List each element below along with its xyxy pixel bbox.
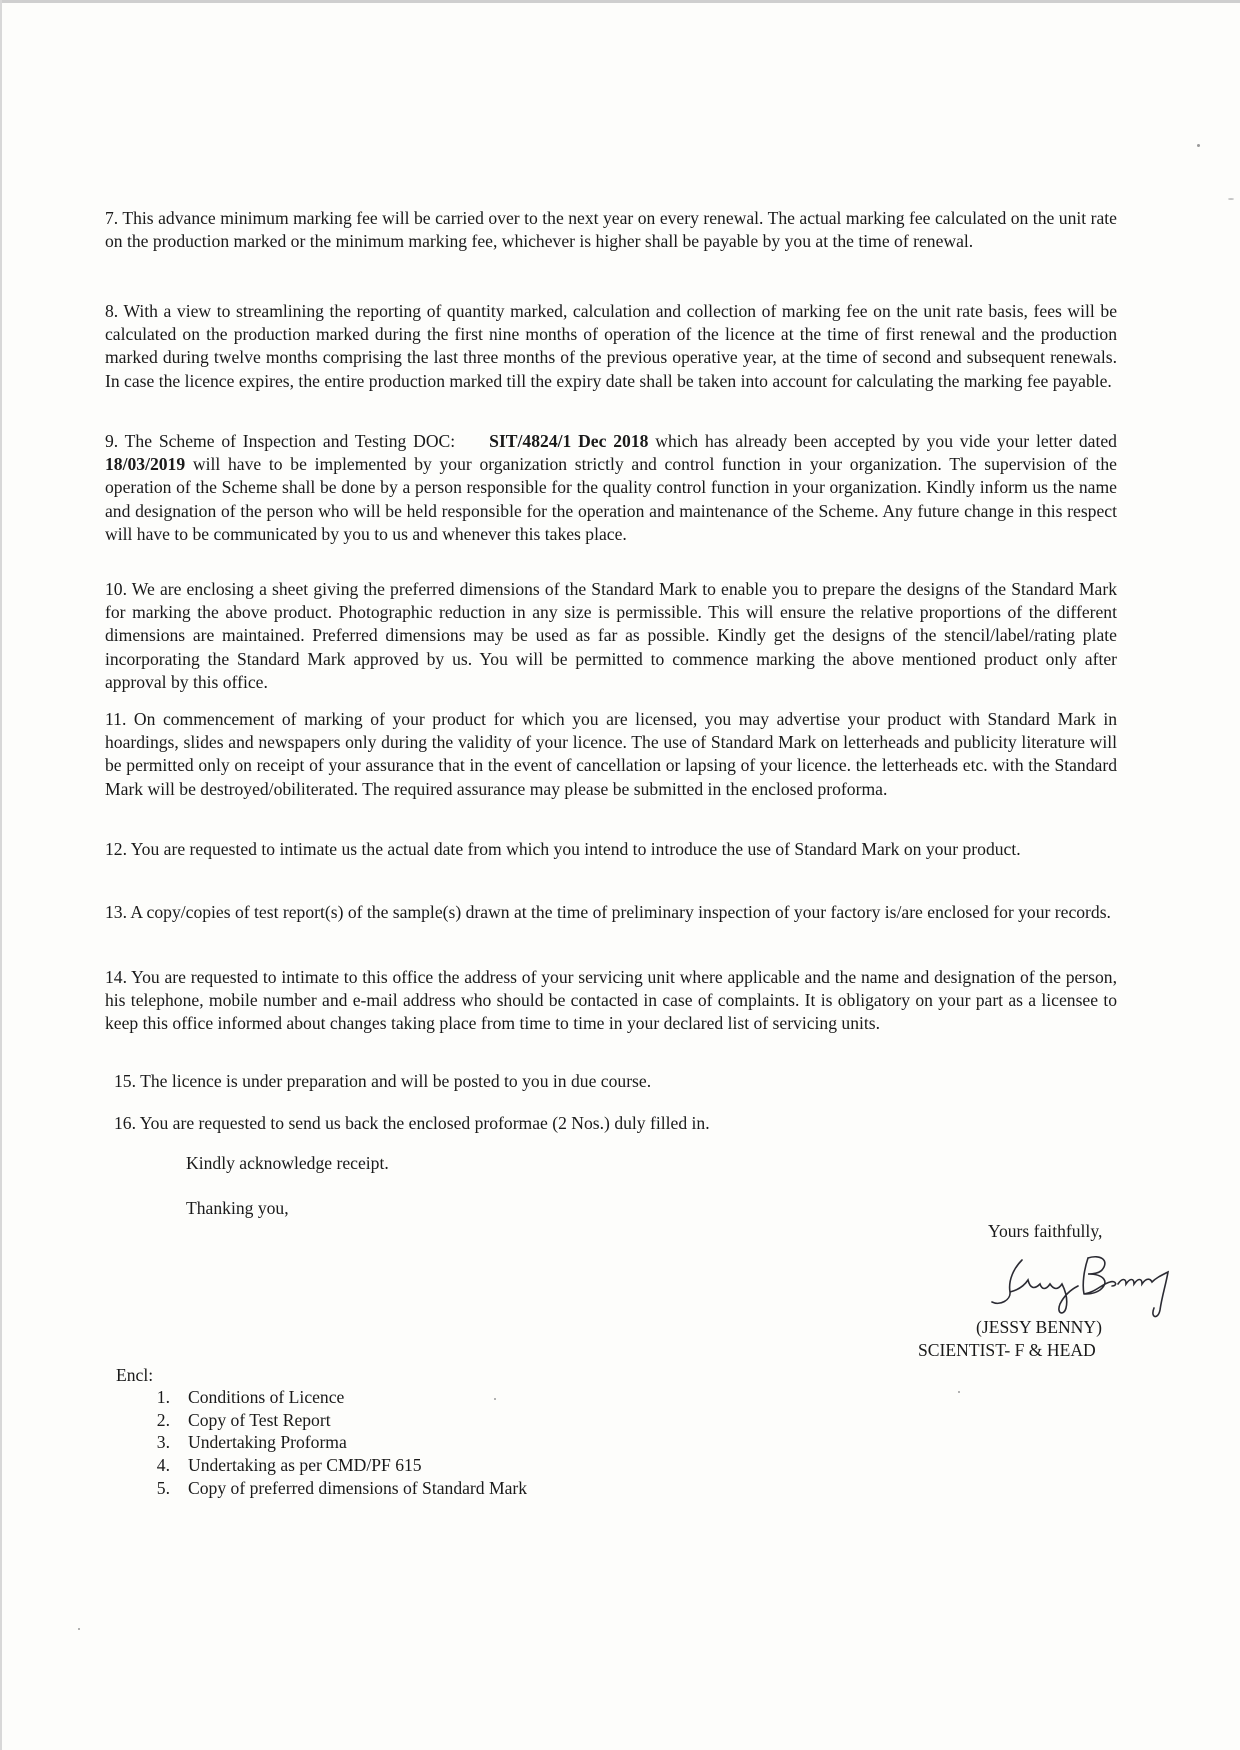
scan-speck — [1197, 144, 1200, 147]
enclosure-text: Conditions of Licence — [188, 1387, 345, 1407]
paragraph-10: 10. We are enclosing a sheet giving the preferred dimensions of the Standard Mark to enable you to prepare the designs of the Standard Mark for marking the above product. Photographic reduction in any size is permissible. This will ensure the relative proportions of the different dimensions are maintained. Preferred dimensions may be used as far as possible. Kindly get the designs of the stencil/label/rating plate incorporating the Standard Mark approved by us. You will be permitted to commence marking the above mentioned product only after approval by this office. — [105, 579, 1117, 692]
enclosures-heading: Encl: — [116, 1365, 154, 1385]
enclosure-number: 5. — [156, 1478, 170, 1498]
enclosure-number: 1. — [156, 1387, 170, 1407]
paragraph-15: 15. The licence is under preparation and will be posted to you in due course. — [114, 1071, 652, 1091]
paragraph-9-intro: 9. The Scheme of Inspection and Testing DOC: — [105, 431, 456, 451]
paragraph-8: 8. With a view to streamlining the reporting of quantity marked, calculation and collection of marking fee on the unit rate basis, fees will be calculated on the production marked during the first nine months of operation of the licence at the time of first renewal and the production marked during twelve months comprising the last three months of the previous operative year, at the time of second and subsequent renewals. In case the licence expires, the entire production marked till the expiry date shall be taken into account for calculating the marking fee payable. — [105, 301, 1117, 391]
letter-date: 18/03/2019 — [105, 454, 186, 475]
thanking-line: Thanking you, — [186, 1198, 289, 1218]
signatory-title: SCIENTIST- F & HEAD — [918, 1340, 1096, 1360]
enclosure-number: 4. — [156, 1455, 170, 1475]
signatory-name: (JESSY BENNY) — [976, 1317, 1102, 1337]
scan-speck — [494, 1398, 496, 1400]
enclosure-item — [134, 1477, 527, 1500]
enclosure-item — [134, 1431, 347, 1454]
enclosure-item — [134, 1454, 422, 1477]
enclosure-text: Undertaking Proforma — [188, 1432, 347, 1452]
scan-speck — [1228, 198, 1234, 200]
paragraph-16: 16. You are requested to send us back the enclosed proformae (2 Nos.) duly filled in. — [114, 1113, 710, 1133]
doc-reference: SIT/4824/1 Dec 2018 — [489, 431, 649, 451]
paragraph-9-rest: will have to be implemented by your organization strictly and control function in your organization. The supervision of the operation of the Scheme shall be done by a person responsible for the quality control function in your organization. Kindly inform us the name and designation of the person who will be held responsible for the operation and maintenance of the Scheme. Any future change in this respect will have to be communicated by you to us and whenever this takes place. — [105, 454, 1117, 544]
scan-left-edge — [0, 0, 2, 1750]
paragraph-7: 7. This advance minimum marking fee will be carried over to the next year on every renewal. The actual marking fee calculated on the unit rate on the production marked or the minimum marking fee, whichever is higher shall be payable by you at the time of renewal. — [105, 208, 1117, 252]
enclosure-text: Copy of preferred dimensions of Standard Mark — [188, 1478, 528, 1498]
paragraph-13: 13. A copy/copies of test report(s) of the sample(s) drawn at the time of preliminary inspection of your factory is/are enclosed for your records. — [105, 902, 1111, 922]
paragraph-12: 12. You are requested to intimate us the actual date from which you intend to introduce the use of Standard Mark on your product. — [105, 839, 1021, 859]
scan-speck — [78, 1628, 80, 1630]
enclosure-text: Copy of Test Report — [188, 1410, 331, 1430]
yours-faithfully: Yours faithfully, — [988, 1221, 1103, 1241]
enclosure-text: Undertaking as per CMD/PF 615 — [188, 1455, 422, 1475]
scan-speck — [958, 1391, 960, 1393]
enclosure-number: 3. — [156, 1432, 170, 1452]
paragraph-9-mid: which has already been accepted by you vide your letter dated — [655, 431, 1117, 451]
scan-top-edge — [0, 0, 1240, 3]
acknowledge-line: Kindly acknowledge receipt. — [186, 1153, 389, 1173]
paragraph-14: 14. You are requested to intimate to this office the address of your servicing unit where applicable and the name and designation of the person, his telephone, mobile number and e-mail address who should be contacted in case of complaints. It is obligatory on your part as a licensee to keep this office informed about changes taking place from time to time in your declared list of servicing units. — [105, 967, 1117, 1034]
paragraph-11: 11. On commencement of marking of your product for which you are licensed, you may advertise your product with Standard Mark in hoardings, slides and newspapers only during the validity of your licence. The use of Standard Mark on letterheads and publicity literature will be permitted only on receipt of your assurance that in the event of cancellation or lapsing of your licence. the letterheads etc. with the Standard Mark will be destroyed/obiliterated. The required assurance may please be submitted in the enclosed proforma. — [105, 709, 1117, 799]
enclosure-number: 2. — [156, 1410, 170, 1430]
enclosure-item — [134, 1386, 344, 1409]
enclosure-item — [134, 1409, 331, 1432]
paragraph-9 — [105, 430, 1117, 546]
